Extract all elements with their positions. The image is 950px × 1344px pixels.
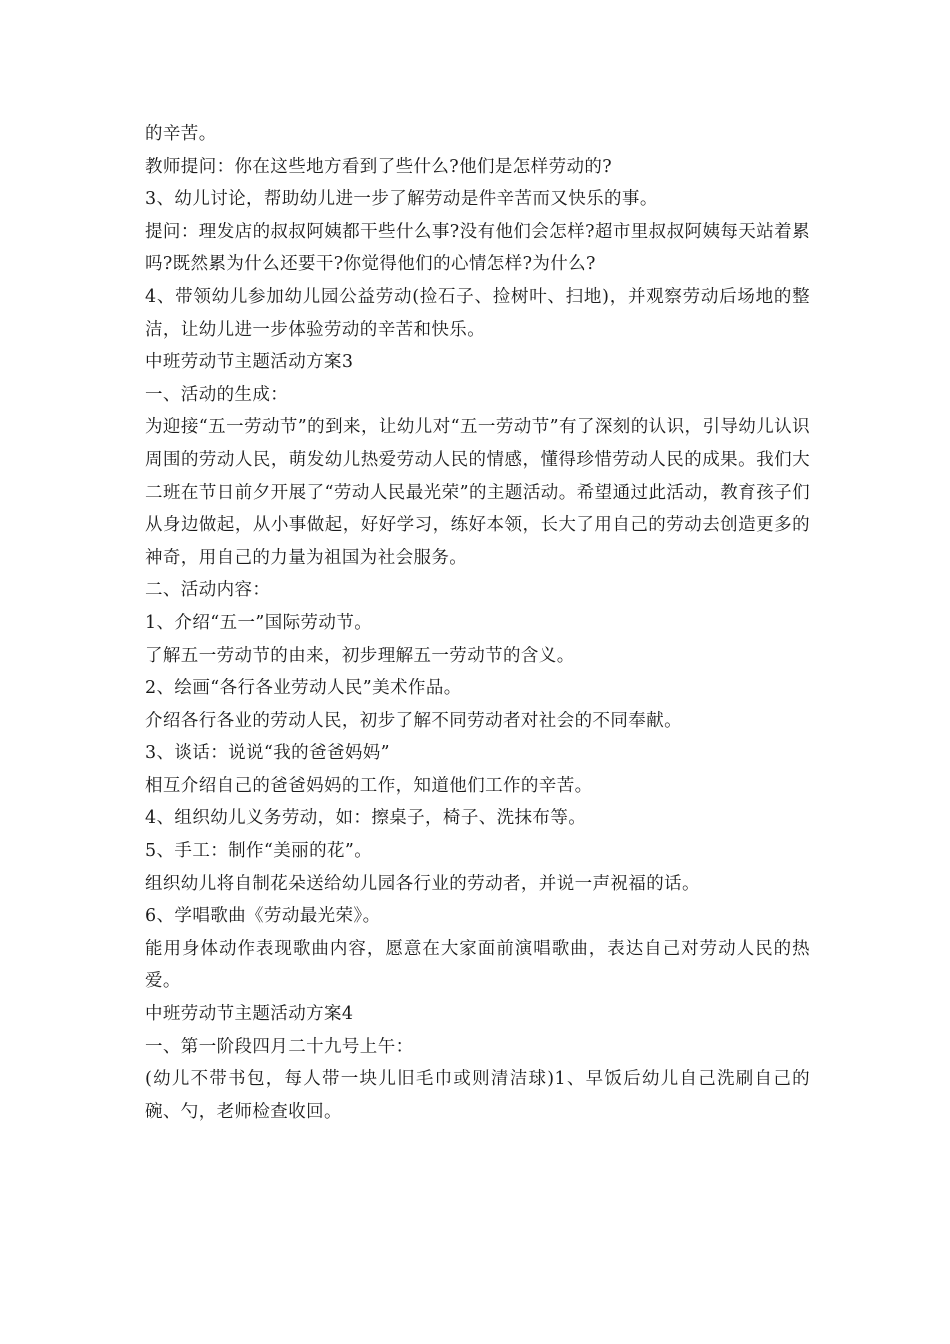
paragraph: 的辛苦。 [145, 124, 217, 144]
list-item: 2、绘画“各行各业劳动人民”美术作品。 [145, 678, 462, 699]
document-body [145, 118, 810, 1128]
paragraph: 为迎接“五一劳动节”的到来，让幼儿对“五一劳动节”有了深刻的认识，引导幼儿认识周围的劳动人民，萌发幼儿热爱劳动人民的情感，懂得珍惜劳动人民的成果。我们大二班在节日前夕开展了“劳动人民最光荣”的主题活动。希望通过此活动，教育孩子们从身边做起，从小事做起，好好学习，练好本领，长大了用自己的劳动去创造更多的神奇，用自己的力量为祖国为社会服务。 [145, 417, 810, 568]
paragraph: 提问：理发店的叔叔阿姨都干些什么事?没有他们会怎样?超市里叔叔阿姨每天站着累吗?既然累为什么还要干?你觉得他们的心情怎样?为什么? [145, 221, 810, 275]
list-item: 3、幼儿讨论，帮助幼儿进一步了解劳动是件辛苦而又快乐的事。 [145, 189, 658, 210]
section-heading: 一、活动的生成： [145, 384, 289, 405]
list-item: 6、学唱歌曲《劳动最光荣》。 [145, 906, 381, 927]
paragraph: (幼儿不带书包，每人带一块儿旧毛巾或则清洁球)1、早饭后幼儿自己洗刷自己的碗、勺，老师检查收回。 [145, 1069, 810, 1122]
paragraph: 教师提问：你在这些地方看到了些什么?他们是怎样劳动的? [145, 156, 613, 177]
paragraph: 介绍各行各业的劳动人民，初步了解不同劳动者对社会的不同奉献。 [145, 710, 682, 731]
list-item: 4、带领幼儿参加幼儿园公益劳动(捡石子、捡树叶、扫地)，并观察劳动后场地的整洁，让幼儿进一步体验劳动的辛苦和快乐。 [145, 286, 810, 340]
paragraph: 相互介绍自己的爸爸妈妈的工作，知道他们工作的辛苦。 [145, 775, 593, 796]
list-item: 4、组织幼儿义务劳动，如：擦桌子，椅子、洗抹布等。 [145, 808, 587, 829]
section-heading: 二、活动内容： [145, 580, 271, 601]
list-item: 5、手工：制作“美丽的花”。 [145, 841, 373, 862]
section-title: 中班劳动节主题活动方案3 [145, 352, 354, 373]
paragraph: 了解五一劳动节的由来，初步理解五一劳动节的含义。 [145, 645, 575, 666]
paragraph: 能用身体动作表现歌曲内容，愿意在大家面前演唱歌曲，表达自己对劳动人民的热爱。 [145, 938, 810, 992]
section-heading: 一、第一阶段四月二十九号上午： [145, 1036, 414, 1057]
list-item: 3、谈话：说说“我的爸爸妈妈” [145, 743, 391, 764]
paragraph: 组织幼儿将自制花朵送给幼儿园各行业的劳动者，并说一声祝福的话。 [145, 873, 700, 894]
section-title: 中班劳动节主题活动方案4 [145, 1004, 354, 1025]
list-item: 1、介绍“五一”国际劳动节。 [145, 612, 373, 633]
